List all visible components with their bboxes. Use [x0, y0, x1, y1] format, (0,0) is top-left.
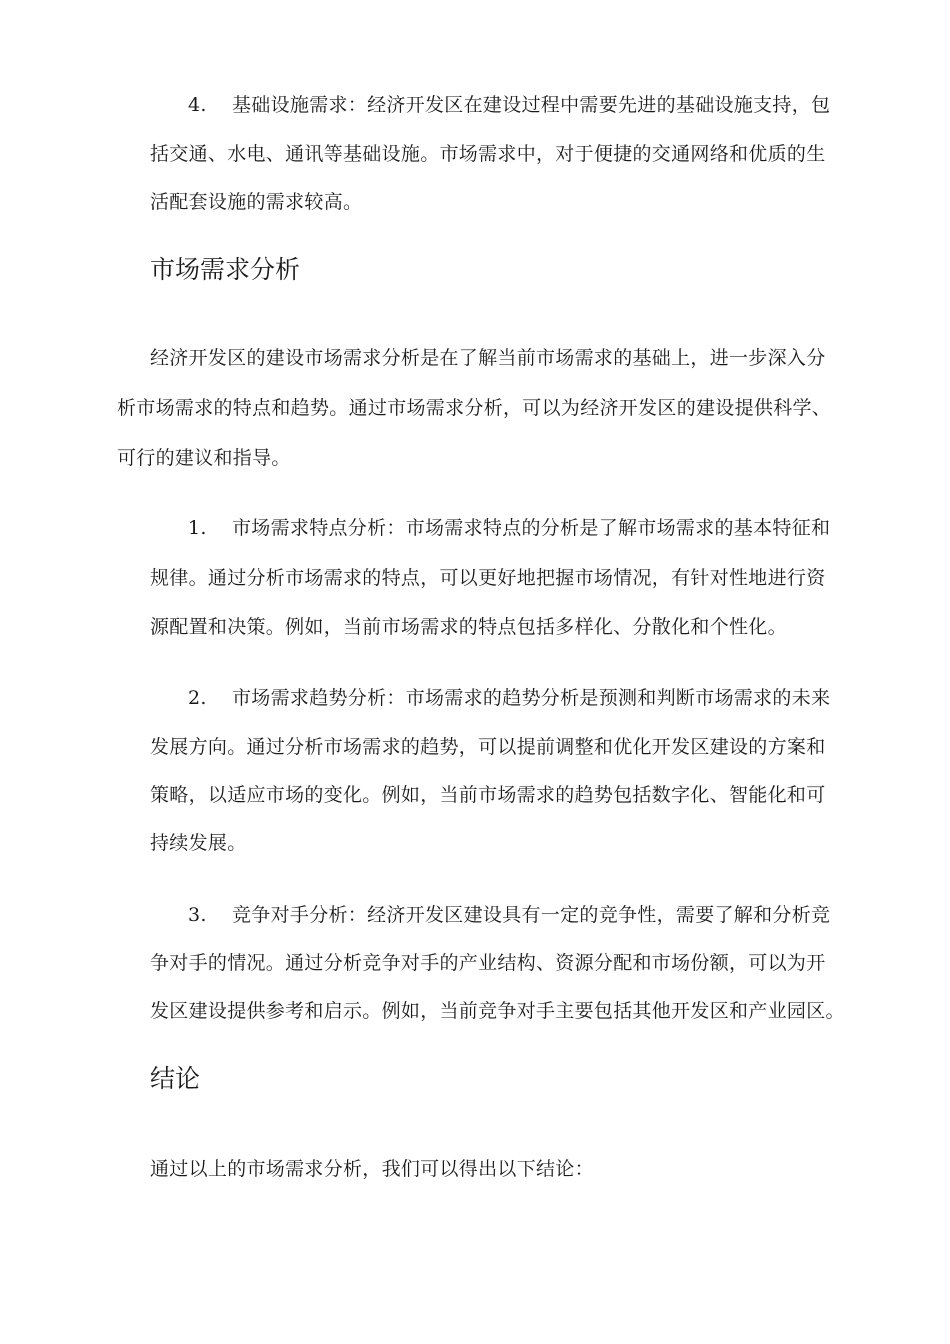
section-heading-analysis: 市场需求分析	[150, 255, 301, 284]
list-number: 4.	[188, 94, 207, 116]
list-item-2-line-4: 持续发展。	[150, 832, 247, 854]
list-item-2-line-1	[188, 686, 830, 710]
list-item-4-line-1	[188, 93, 830, 117]
list-item-3-line-1	[188, 903, 830, 927]
list-item-1-line-2: 规律。通过分析市场需求的特点，可以更好地把握市场情况，有针对性地进行资	[150, 567, 826, 589]
list-item-4-line-2: 括交通、水电、通讯等基础设施。市场需求中，对于便捷的交通网络和优质的生	[150, 143, 826, 165]
section-heading-conclusion: 结论	[150, 1064, 201, 1093]
list-number: 1.	[188, 517, 207, 539]
intro-line-3: 可行的建议和指导。	[117, 447, 291, 469]
list-number: 3.	[188, 904, 207, 926]
intro-line-1: 经济开发区的建设市场需求分析是在了解当前市场需求的基础上，进一步深入分	[150, 347, 826, 369]
list-item-4-line-3: 活配套设施的需求较高。	[150, 191, 363, 213]
list-number: 2.	[188, 687, 207, 709]
list-item-text: 市场需求特点分析：市场需求特点的分析是了解市场需求的基本特征和	[232, 517, 831, 539]
list-item-1-line-1	[188, 516, 830, 540]
conclusion-intro: 通过以上的市场需求分析，我们可以得出以下结论：	[150, 1158, 594, 1180]
list-item-1-line-3: 源配置和决策。例如，当前市场需求的特点包括多样化、分散化和个性化。	[150, 616, 787, 638]
intro-line-2: 析市场需求的特点和趋势。通过市场需求分析，可以为经济开发区的建设提供科学、	[117, 397, 832, 419]
list-item-3-line-3: 发区建设提供参考和启示。例如，当前竞争对手主要包括其他开发区和产业园区。	[150, 1000, 845, 1022]
list-item-text: 基础设施需求：经济开发区在建设过程中需要先进的基础设施支持，包	[232, 94, 831, 116]
list-item-text: 市场需求趋势分析：市场需求的趋势分析是预测和判断市场需求的未来	[232, 687, 831, 709]
list-item-2-line-3: 策略，以适应市场的变化。例如，当前市场需求的趋势包括数字化、智能化和可	[150, 784, 826, 806]
list-item-text: 竞争对手分析：经济开发区建设具有一定的竞争性，需要了解和分析竞	[232, 904, 831, 926]
list-item-2-line-2: 发展方向。通过分析市场需求的趋势，可以提前调整和优化开发区建设的方案和	[150, 736, 826, 758]
list-item-3-line-2: 争对手的情况。通过分析竞争对手的产业结构、资源分配和市场份额，可以为开	[150, 952, 826, 974]
